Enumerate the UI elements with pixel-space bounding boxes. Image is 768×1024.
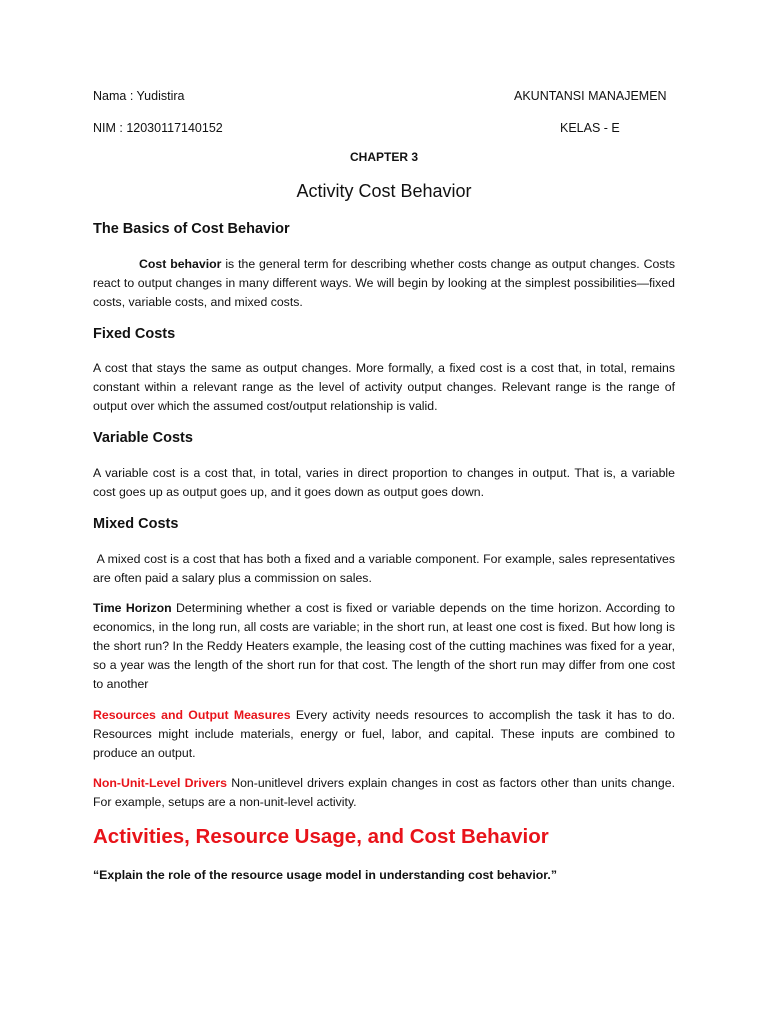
heading-mixed-costs: Mixed Costs (93, 516, 179, 532)
term-cost-behavior: Cost behavior (139, 257, 222, 271)
paragraph-resources (93, 706, 675, 763)
learning-objective-quote: “Explain the role of the resource usage model in understanding cost behavior.” (93, 868, 557, 882)
paragraph-time-horizon-text: Determining whether a cost is fixed or variable depends on the time horizon. According to economics, in the long run, all costs are variable; in the short run, at least one cost is fixed. But how long is the short run? In the Reddy Heaters example, the leasing cost of the cutting machines was fixed for a year, so a year was the length of the short run for that cost. The length of the short run may differ from one cost to another (93, 601, 675, 691)
heading-activities: Activities, Resource Usage, and Cost Behavior (93, 825, 549, 848)
heading-fixed-costs: Fixed Costs (93, 326, 176, 342)
paragraph-non-unit-drivers (93, 774, 675, 812)
course-name: AKUNTANSI MANAJEMEN (514, 89, 667, 103)
paragraph-variable-costs: A variable cost is a cost that, in total, varies in direct proportion to changes in output. That is, a variable cost goes up as output goes up, and it goes down as output goes down. (93, 466, 675, 499)
class-label: KELAS - E (560, 121, 620, 135)
term-resources-output: Resources and Output Measures (93, 708, 291, 722)
chapter-label: CHAPTER 3 (349, 150, 418, 164)
paragraph-fixed-costs: A cost that stays the same as output changes. More formally, a fixed cost is a cost that, in total, remains constant within a relevant range as the level of activity output changes. Relevant range is the range of output over which the assumed cost/output relationship is valid. (93, 361, 675, 413)
paragraph-time-horizon (93, 599, 675, 694)
heading-variable-costs: Variable Costs (93, 430, 193, 446)
term-non-unit-drivers: Non-Unit-Level Drivers (93, 776, 228, 790)
term-time-horizon: Time Horizon (93, 601, 172, 615)
paragraph-basics-text: is the general term for describing whether costs change as output changes. Costs react to output changes in many different ways. We will begin by looking at the simplest possibilities—fixed costs, variable costs, and mixed costs. (93, 257, 675, 309)
heading-basics: The Basics of Cost Behavior (93, 221, 290, 237)
paragraph-mixed-costs: A mixed cost is a cost that has both a fixed and a variable component. For example, sales representatives are often paid a salary plus a commission on sales. (93, 552, 675, 585)
paragraph-basics (93, 255, 675, 312)
student-id: NIM : 12030117140152 (93, 121, 223, 135)
student-name: Nama : Yudistira (93, 89, 185, 103)
paragraph-resources-text: Every activity needs resources to accomplish the task it has to do. Resources might include materials, energy or fuel, labor, and capital. These inputs are combined to produce an output. (93, 708, 675, 760)
page-title: Activity Cost Behavior (296, 181, 472, 201)
paragraph-non-unit-text: Non-unitlevel drivers explain changes in cost as factors other than units change. For example, setups are a non-unit-level activity. (93, 776, 675, 809)
